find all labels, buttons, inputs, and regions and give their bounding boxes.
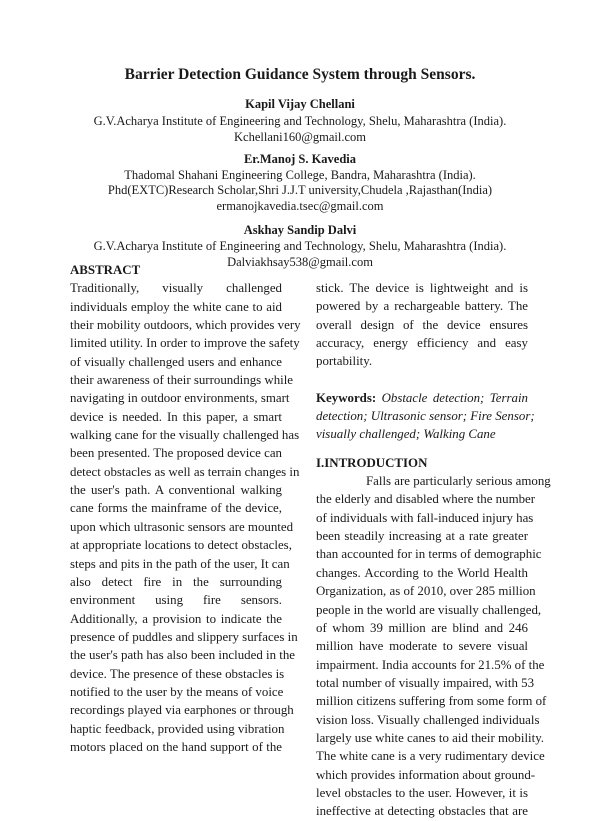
author-email: Dalviakhsay538@gmail.com xyxy=(227,255,373,269)
abstract-heading: ABSTRACT xyxy=(70,263,141,277)
paragraph-line: level obstacles to the user. However, it is xyxy=(316,785,528,800)
keywords-label: Keywords: xyxy=(316,390,377,405)
paragraph-line: of whom 39 million are blind and 246 xyxy=(316,620,528,635)
paragraph-line: people in the world are visually challenged, xyxy=(316,602,542,617)
paragraph-line: ineffective at detecting obstacles that are xyxy=(316,804,528,819)
paragraph-line: detect obstacles as well as terrain changes in xyxy=(70,464,300,479)
keywords-text: visually challenged; Walking Cane xyxy=(316,427,496,442)
keywords-line xyxy=(316,425,528,443)
paragraph-line: the user's path has also been included in the xyxy=(70,648,295,663)
author-name: Er.Manoj S. Kavedia xyxy=(243,152,357,166)
paragraph-line: at appropriate locations to detect obstacles, xyxy=(70,538,292,553)
author-email: Kchellani160@gmail.com xyxy=(234,130,366,144)
paragraph-line: been presented. The proposed device can xyxy=(70,446,282,461)
paragraph-line: of individuals with fall-induced injury has xyxy=(316,510,534,525)
paragraph-line: haptic feedback, provided using vibration xyxy=(70,721,285,736)
paper-title: Barrier Detection Guidance System through Sensors. xyxy=(124,66,476,83)
paragraph-line: changes. According to the World Health xyxy=(316,565,528,580)
paragraph-line: presence of puddles and slippery surfaces in xyxy=(70,629,298,644)
paragraph-line: device. The presence of these obstacles is xyxy=(70,666,285,681)
paragraph-line: walking cane for the visually challenged has xyxy=(70,428,300,443)
paragraph-line: vision loss. Visually challenged individuals xyxy=(316,712,540,727)
paragraph-line: also detect fire in the surrounding xyxy=(70,574,282,589)
paragraph-line: individuals employ the white cane to aid xyxy=(70,299,282,314)
paragraph-line: limited utility. In order to improve the safety xyxy=(70,336,300,351)
keywords-text: detection; Ultrasonic sensor; Fire Sensor; xyxy=(316,409,535,424)
paragraph-line: Additionally, a provision to indicate the xyxy=(70,611,282,626)
paragraph-line: The white cane is a very rudimentary device xyxy=(316,749,545,764)
paragraph-line: portability. xyxy=(316,354,373,369)
paragraph-line: Falls are particularly serious among xyxy=(366,474,551,489)
author-name: Askhay Sandip Dalvi xyxy=(243,223,357,237)
paragraph-line: of visually challenged users and enhance xyxy=(70,354,282,369)
paragraph-line: their awareness of their surroundings while xyxy=(70,373,294,388)
paragraph-line: upon which ultrasonic sensors are mounted xyxy=(70,519,294,534)
paragraph-line: overall design of the device ensures xyxy=(316,317,528,332)
author-email: ermanojkavedia.tsec@gmail.com xyxy=(216,199,384,213)
paragraph-line: recordings played via earphones or through xyxy=(70,703,294,718)
paragraph-line: powered by a rechargeable battery. The xyxy=(316,299,528,314)
paragraph-line: stick. The device is lightweight and is xyxy=(316,281,528,295)
paragraph-line: million have moderate to severe visual xyxy=(316,639,528,654)
paragraph-line: their mobility outdoors, which provides very xyxy=(70,318,301,333)
author-affiliation: G.V.Acharya Institute of Engineering and Technology, Shelu, Maharashtra (India). xyxy=(93,239,507,253)
paragraph-line: which provides information about ground- xyxy=(316,767,536,782)
paragraph-line: notified to the user by the means of voice xyxy=(70,684,284,699)
paragraph-line: the elderly and disabled where the number xyxy=(316,492,536,507)
paragraph-line: motors placed on the hand support of the xyxy=(70,739,282,754)
paragraph-line: device is needed. In this paper, a smart xyxy=(70,409,282,424)
paragraph-line: impairment. India accounts for 21.5% of the xyxy=(316,657,545,672)
paragraph-line: been steadily increasing at a rate greater xyxy=(316,529,528,544)
paragraph-line: Traditionally, visually challenged xyxy=(70,281,282,296)
keywords-line xyxy=(316,407,535,425)
paragraph-line: environment using fire sensors. xyxy=(70,593,282,608)
author-affiliation: G.V.Acharya Institute of Engineering and Technology, Shelu, Maharashtra (India). xyxy=(93,114,507,128)
keywords-text: Obstacle detection; Terrain xyxy=(381,390,528,405)
keywords-line xyxy=(316,389,528,407)
author-affiliation: Phd(EXTC)Research Scholar,Shri J.J.T university,Chudela ,Rajasthan(India) xyxy=(107,183,493,197)
paragraph-line: the user's path. A conventional walking xyxy=(70,483,282,498)
paragraph-line: than accounted for in terms of demographic xyxy=(316,547,542,562)
paragraph-line: total number of visually impaired, with 53 xyxy=(316,675,535,690)
paragraph-line: steps and pits in the path of the user, It can xyxy=(70,556,290,571)
paragraph-line: million citizens suffering from some form of xyxy=(316,694,547,709)
paragraph-line: accuracy, energy efficiency and easy xyxy=(316,336,528,351)
introduction-heading: I.INTRODUCTION xyxy=(316,455,428,470)
paragraph-line: cane forms the mainframe of the device, xyxy=(70,501,282,516)
paragraph-line: largely use white canes to aid their mobility. xyxy=(316,730,545,745)
paragraph-line: Organization, as of 2010, over 285 million xyxy=(316,584,536,599)
author-name: Kapil Vijay Chellani xyxy=(245,97,355,111)
author-affiliation: Thadomal Shahani Engineering College, Bandra, Maharashtra (India). xyxy=(124,168,476,182)
paragraph-line: navigating in outdoor environments, smart xyxy=(70,391,290,406)
right-column xyxy=(316,279,551,821)
left-column xyxy=(70,261,301,756)
